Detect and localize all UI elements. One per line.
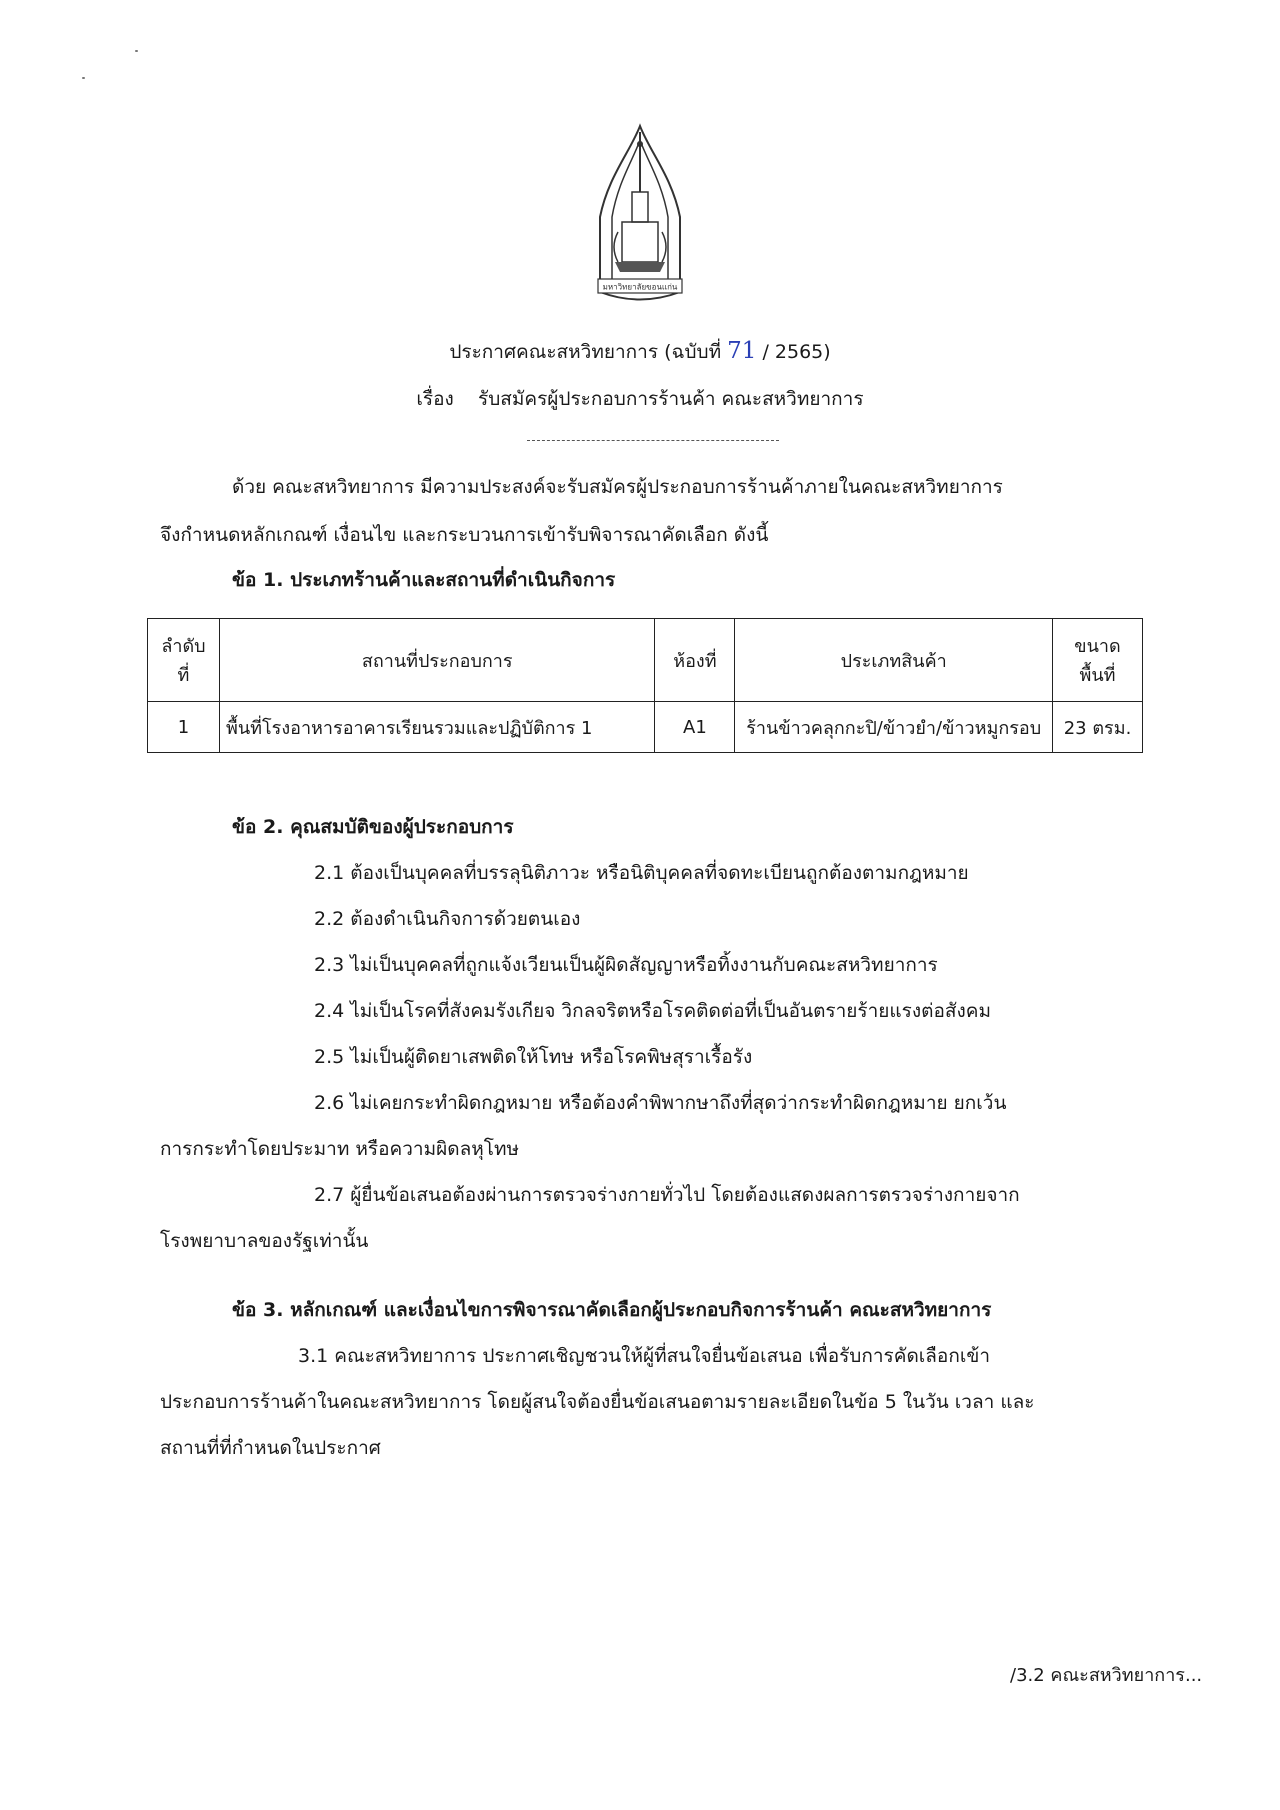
page-continuation: /3.2 คณะสหวิทยาการ... [1010, 1665, 1203, 1686]
qualification-2-4: 2.4 ไม่เป็นโรคที่สังคมรังเกียจ วิกลจริตหรือโรคติดต่อที่เป็นอันตรายร้ายแรงต่อสังคม [314, 1000, 992, 1022]
title-suffix: / 2565) [756, 341, 831, 363]
intro-line-2: จึงกำหนดหลักเกณฑ์ เงื่อนไข และกระบวนการเข้ารับพิจารณาคัดเลือก ดังนี้ [160, 524, 769, 546]
qualification-2-6-cont: การกระทำโดยประมาท หรือความผิดลหุโทษ [160, 1138, 519, 1160]
store-area-table [147, 618, 1143, 753]
qualification-2-7: 2.7 ผู้ยื่นข้อเสนอต้องผ่านการตรวจร่างกายทั่วไป โดยต้องแสดงผลการตรวจร่างกายจาก [314, 1184, 1020, 1206]
criteria-3-1-cont-2: สถานที่ที่กำหนดในประกาศ [160, 1437, 381, 1459]
qualification-2-3: 2.3 ไม่เป็นบุคคลที่ถูกแจ้งเวียนเป็นผู้ผิดสัญญาหรือทิ้งงานกับคณะสหวิทยาการ [314, 954, 938, 976]
title-prefix: ประกาศคณะสหวิทยาการ (ฉบับที่ [449, 341, 728, 363]
intro-line-1: ด้วย คณะสหวิทยาการ มีความประสงค์จะรับสมัครผู้ประกอบการร้านค้าภายในคณะสหวิทยาการ [232, 476, 1003, 498]
title-divider [527, 440, 779, 441]
table-header-row [148, 619, 1143, 702]
header-location: สถานที่ประกอบการ [219, 619, 654, 702]
university-emblem-logo [590, 122, 690, 312]
section-1-heading: ข้อ 1. ประเภทร้านค้าและสถานที่ดำเนินกิจการ [232, 569, 616, 591]
cell-room: A1 [655, 702, 735, 753]
qualification-2-6: 2.6 ไม่เคยกระทำผิดกฎหมาย หรือต้องคำพิพากษาถึงที่สุดว่ากระทำผิดกฎหมาย ยกเว้น [314, 1092, 1007, 1114]
header-size-line2: พื้นที่ [1079, 665, 1116, 686]
header-no [148, 619, 220, 702]
table-row [148, 702, 1143, 753]
qualification-2-7-cont: โรงพยาบาลของรัฐเท่านั้น [160, 1230, 369, 1252]
cell-product: ร้านข้าวคลุกกะปิ/ข้าวยำ/ข้าวหมูกรอบ [735, 702, 1053, 753]
cell-size: 23 ตรม. [1053, 702, 1143, 753]
qualification-2-5: 2.5 ไม่เป็นผู้ติดยาเสพติดให้โทษ หรือโรคพิษสุราเรื้อรัง [314, 1046, 753, 1068]
title-number: 71 [727, 338, 757, 364]
subject-label: เรื่อง [416, 388, 454, 410]
criteria-3-1: 3.1 คณะสหวิทยาการ ประกาศเชิญชวนให้ผู้ที่สนใจยื่นข้อเสนอ เพื่อรับการคัดเลือกเข้า [298, 1345, 990, 1367]
announcement-subject [0, 384, 1280, 414]
section-3-heading: ข้อ 3. หลักเกณฑ์ และเงื่อนไขการพิจารณาคัดเลือกผู้ประกอบกิจการร้านค้า คณะสหวิทยาการ [232, 1299, 992, 1321]
header-size-line1: ขนาด [1074, 636, 1121, 657]
header-product: ประเภทสินค้า [735, 619, 1053, 702]
header-room: ห้องที่ [655, 619, 735, 702]
scan-speck [135, 50, 138, 52]
cell-no: 1 [148, 702, 220, 753]
announcement-title [0, 337, 1280, 367]
qualification-2-2: 2.2 ต้องดำเนินกิจการด้วยตนเอง [314, 908, 581, 930]
qualification-2-1: 2.1 ต้องเป็นบุคคลที่บรรลุนิติภาวะ หรือนิติบุคคลที่จดทะเบียนถูกต้องตามกฎหมาย [314, 862, 969, 884]
criteria-3-1-cont-1: ประกอบการร้านค้าในคณะสหวิทยาการ โดยผู้สนใจต้องยื่นข้อเสนอตามรายละเอียดในข้อ 5 ในวัน เวลา และ [160, 1391, 1035, 1413]
subject-text: รับสมัครผู้ประกอบการร้านค้า คณะสหวิทยาการ [477, 388, 864, 410]
section-2-heading: ข้อ 2. คุณสมบัติของผู้ประกอบการ [232, 816, 514, 838]
header-no-line2: ที่ [177, 665, 190, 686]
header-no-line1: ลำดับ [161, 636, 206, 657]
header-size [1053, 619, 1143, 702]
cell-location: พื้นที่โรงอาหารอาคารเรียนรวมและปฏิบัติการ 1 [219, 702, 654, 753]
logo-text: มหาวิทยาลัยขอนแก่น [602, 282, 678, 292]
scan-speck [82, 77, 85, 79]
